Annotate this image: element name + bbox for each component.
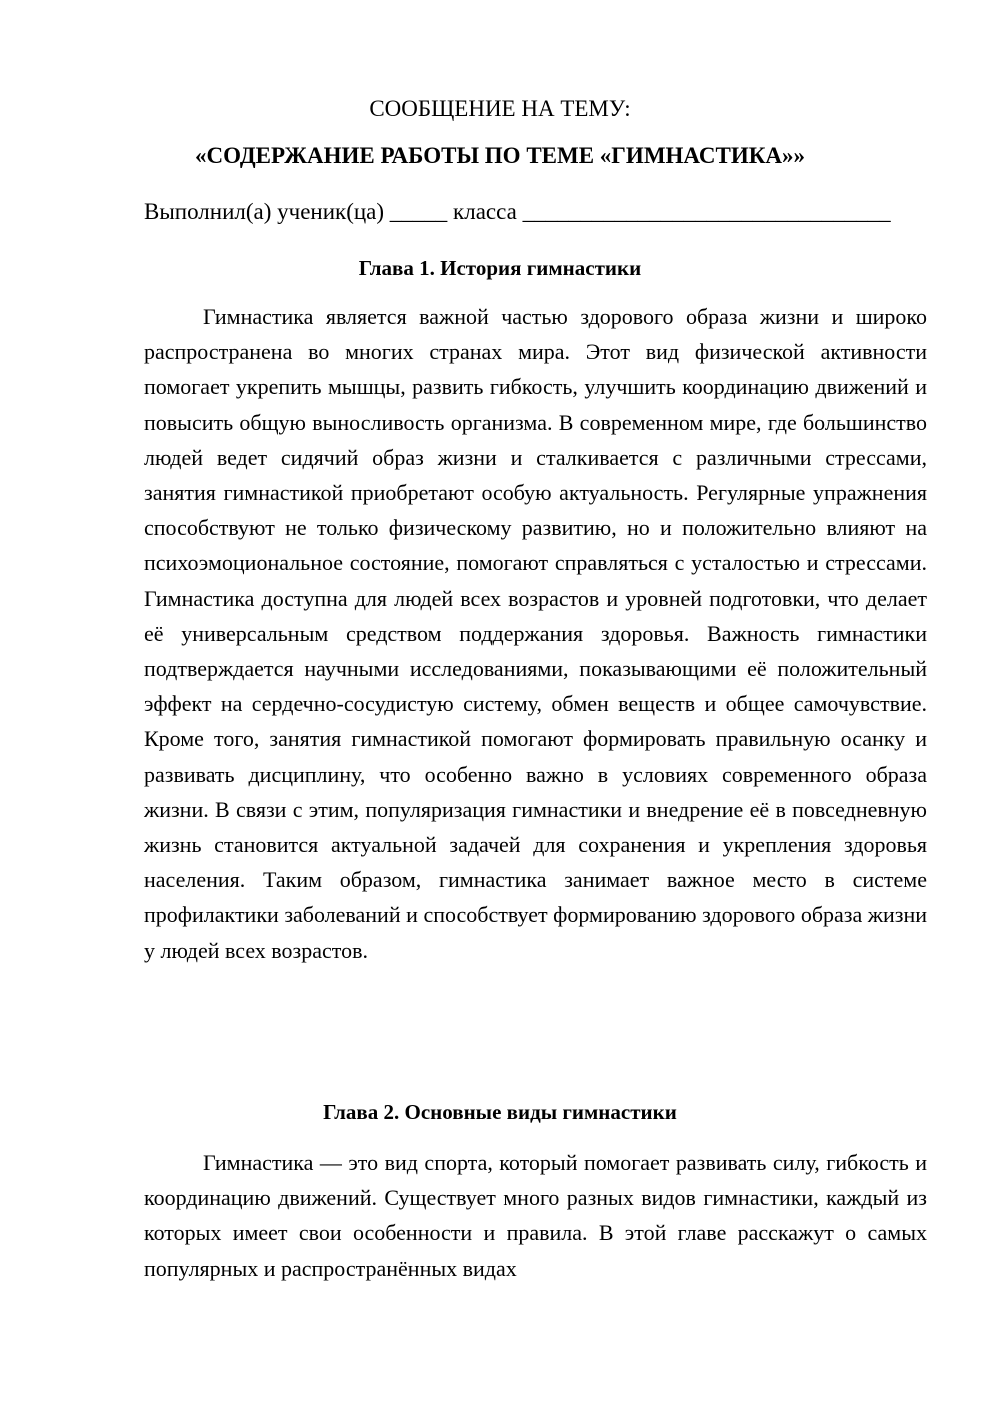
chapter-1-paragraph: Гимнастика является важной частью здорового образа жизни и широко распространена во многих странах мира. Этот вид физической активности помогает укрепить мышцы, развить гибкость, улучшить координацию движений и повысить общую выносливость организма. В современном мире, где большинство людей ведет сидячий образ жизни и сталкивается с различными стрессами, занятия гимнастикой приобретают особую актуальность. Регулярные упражнения способствуют не только физическому развитию, но и положительно влияют на психоэмоциональное состояние, помогают справляться с усталостью и стрессами. Гимнастика доступна для людей всех возрастов и уровней подготовки, что делает её универсальным средством поддержания здоровья. Важность гимнастики подтверждается научными исследованиями, показывающими её положительный эффект на сердечно-сосудистую систему, обмен веществ и общее самочувствие. Кроме того, занятия гимнастикой помогают формировать правильную осанку и развивать дисциплину, что особенно важно в условиях современного образа жизни. В связи с этим, популяризация гимнастики и внедрение её в повседневную жизнь становится актуальной задачей для сохранения и укрепления здоровья населения. Таким образом, гимнастика занимает важное место в системе профилактики заболеваний и способствует формированию здорового образа жизни у людей всех возрастов. (144, 304, 927, 963)
document-title-line-2: «СОДЕРЖАНИЕ РАБОТЫ ПО ТЕМЕ «ГИМНАСТИКА»» (194, 143, 806, 168)
signature-line: Выполнил(а) ученик(ца) _____ класса ________________________________ (144, 199, 891, 224)
chapter-2-paragraph: Гимнастика — это вид спорта, который помогает развивать силу, гибкость и координацию движений. Существует много разных видов гимнастики, каждый из которых имеет свои особенности и правила. В этой главе расскажут о самых популярных и распространённых видах (144, 1150, 927, 1281)
chapter-2-heading: Глава 2. Основные виды гимнастики (323, 1100, 677, 1124)
document-title-line-1: СООБЩЕНИЕ НА ТЕМУ: (369, 96, 631, 121)
chapter-1-heading: Глава 1. История гимнастики (358, 256, 642, 280)
